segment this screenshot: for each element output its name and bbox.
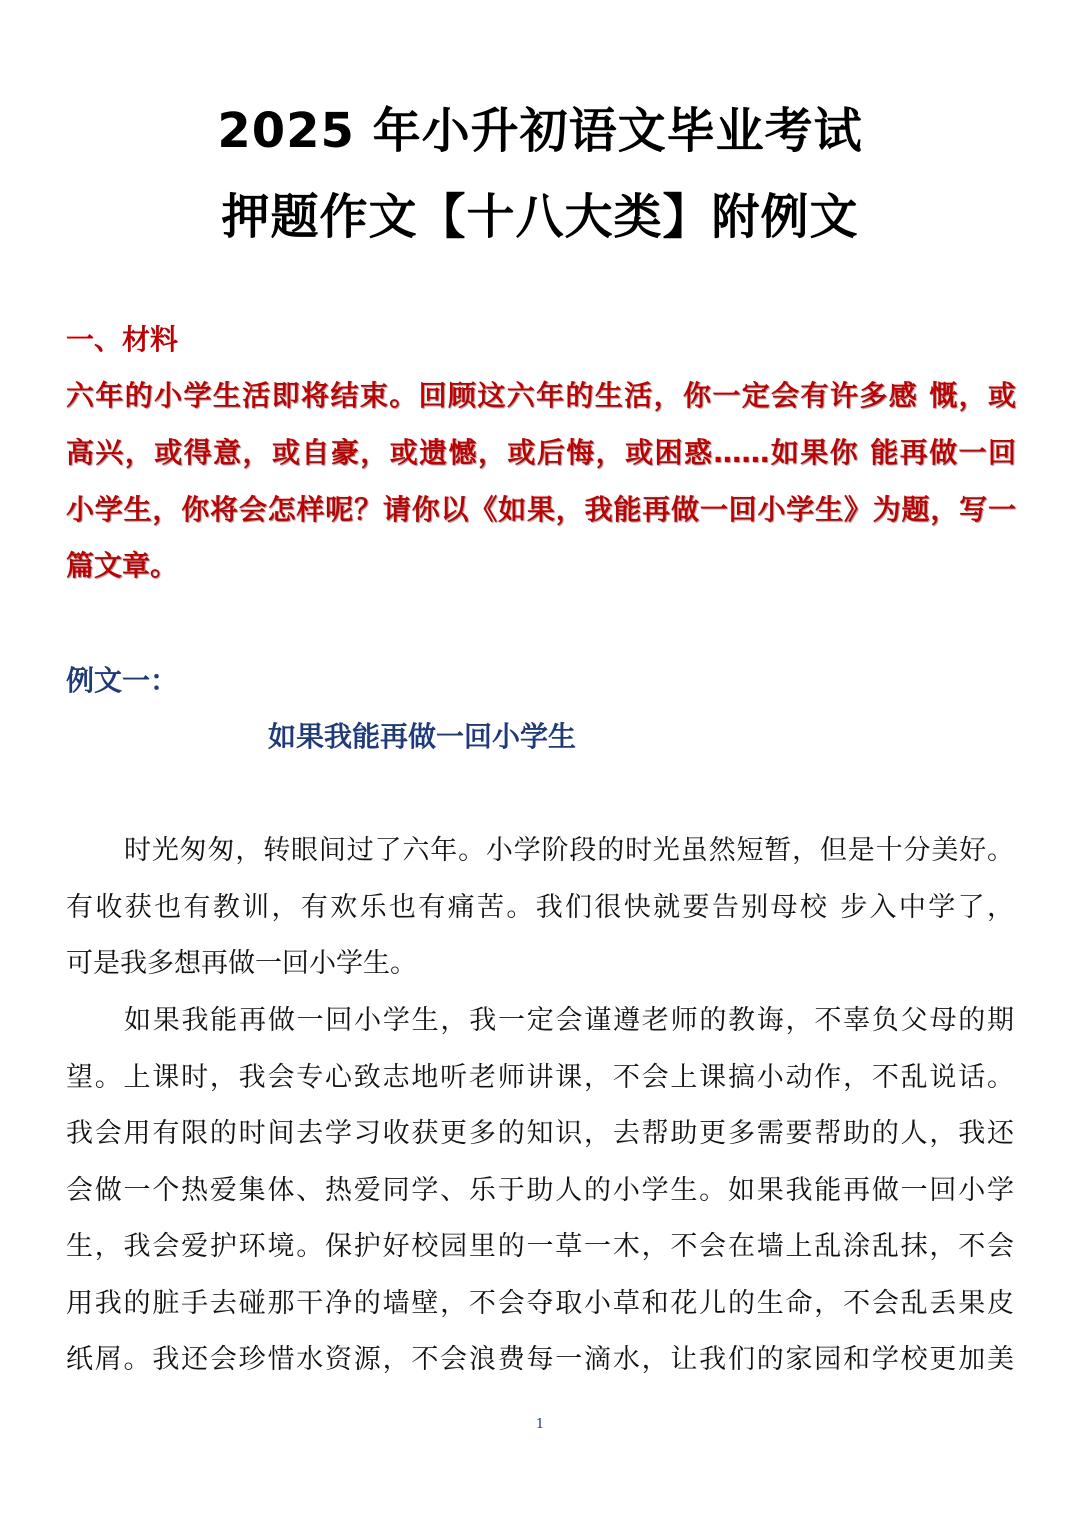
document-title-line-1: 2025 年小升初语文毕业考试 [217,103,863,159]
section-heading: 一、材料 [66,323,179,356]
essay-line: 会做一个热爱集体、热爱同学、乐于助人的小学生。如果我能再做一回小学 [66,1175,1014,1206]
essay-line: 生，我会爱护环境。保护好校园里的一草一木，不会在墙上乱涂乱抹，不会 [66,1231,1014,1262]
prompt-line: 小学生，你将会怎样呢？请你以《如果，我能再做一回小学生》为题，写一 [66,493,1016,526]
essay-line: 我会用有限的时间去学习收获更多的知识，去帮助更多需要帮助的人，我还 [66,1118,1014,1149]
prompt-line: 篇文章。 [66,549,179,582]
example-title: 如果我能再做一回小学生 [268,720,577,753]
prompt-line: 高兴，或得意，或自豪，或遗憾，或后悔，或困惑……如果你 能再做一回 [66,436,1016,469]
essay-line: 时光匆匆，转眼间过了六年。小学阶段的时光虽然短暂，但是十分美好。 [124,835,1014,866]
essay-line: 有收获也有教训，有欢乐也有痛苦。我们很快就要告别母校 步入中学了， [66,892,1014,923]
page-number: 1 [535,1417,545,1432]
essay-line: 纸屑。我还会珍惜水资源，不会浪费每一滴水，让我们的家园和学校更加美 [66,1344,1014,1375]
example-label: 例文一： [66,664,179,697]
essay-line: 望。上课时，我会专心致志地听老师讲课，不会上课搞小动作，不乱说话。 [66,1062,1014,1093]
essay-line: 如果我能再做一回小学生，我一定会谨遵老师的教诲，不辜负父母的期 [124,1005,1014,1036]
document-title-line-2: 押题作文【十八大类】附例文 [221,189,859,245]
essay-line: 用我的脏手去碰那干净的墙壁，不会夺取小草和花儿的生命，不会乱丢果皮 [66,1288,1014,1319]
prompt-line: 六年的小学生活即将结束。回顾这六年的生活，你一定会有许多感 慨，或 [66,379,1016,412]
essay-line: 可是我多想再做一回小学生。 [66,948,417,979]
